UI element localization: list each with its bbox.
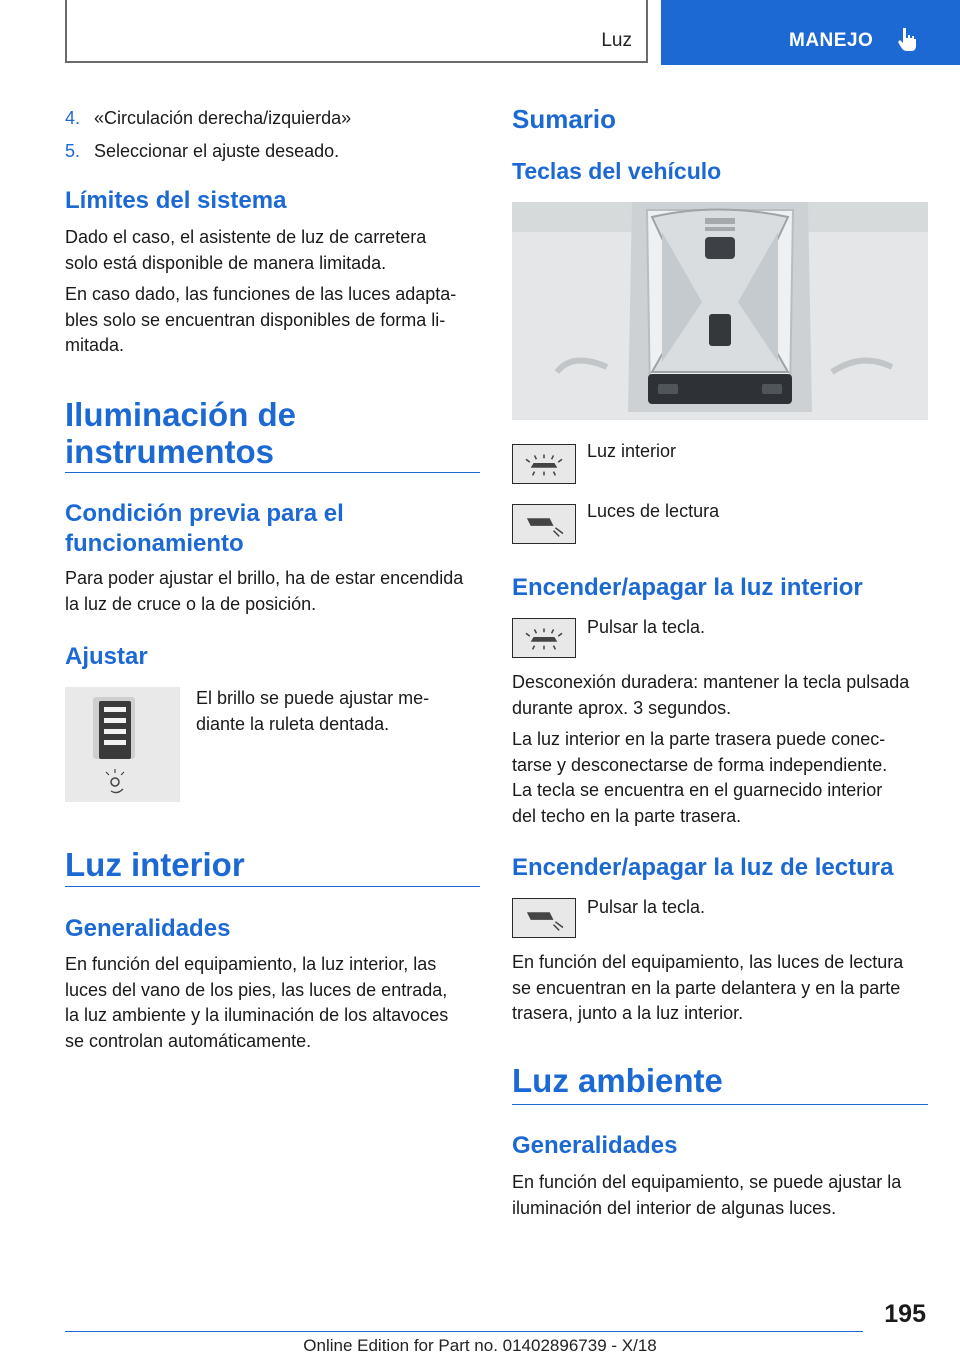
paragraph-ambient: En función del equipamiento, se puede ajustar la iluminación del interior de algunas luces. <box>512 1172 902 1218</box>
step-number: 4. <box>65 108 81 128</box>
paragraph-onoff-interior-2: La luz interior en la parte trasera puede conec‐ tarse y desconectarse de forma independiente. La tecla se encuentra en el guarnecido interior del techo en la parte trasera. <box>512 729 888 826</box>
step-number: 5. <box>65 141 81 161</box>
footer-edition: Online Edition for Part no. 01402896739 - X/18 <box>303 1336 657 1355</box>
reading-light-key-icon <box>512 504 576 544</box>
header-chapter-tab[interactable] <box>661 0 960 65</box>
thumbwheel-image <box>65 687 180 802</box>
paragraph-press-key: Pulsar la tecla. <box>587 617 706 637</box>
paragraph-limits-1: Dado el caso, el asistente de luz de carretera solo está disponible de manera limitada. <box>65 227 427 273</box>
heading-rule <box>65 886 480 887</box>
header-section-title: Luz <box>601 30 632 51</box>
roof-console-image <box>512 202 928 420</box>
step-text: «Circulación derecha/izquierda» <box>94 108 352 128</box>
heading-general: Generalidades <box>65 915 231 942</box>
key-label-reading: Luces de lectura <box>587 501 720 521</box>
paragraph-onoff-reading: En función del equipamiento, las luces de lectura se encuentran en la parte delantera y en la parte trasera, junto a la luz interior. <box>512 952 904 1023</box>
heading-summary: Sumario <box>512 104 617 134</box>
paragraph-limits-2: En caso dado, las funciones de las luces adapta‐ bles solo se encuentran disponibles de forma li‐ mitada. <box>65 284 457 355</box>
paragraph-precondition: Para poder ajustar el brillo, ha de estar encendida la luz de cruce o la de posición. <box>65 568 464 614</box>
heading-onoff-reading: Encender/apagar la luz de lectura <box>512 854 894 881</box>
header-chapter-label: MANEJO <box>789 30 874 51</box>
reading-light-key-icon <box>512 898 576 938</box>
heading-precondition: Condición previa para el funcionamiento <box>65 500 344 557</box>
heading-system-limits: Límites del sistema <box>65 187 287 214</box>
heading-instrument-lighting: Iluminación de instrumentos <box>65 396 297 470</box>
heading-interior-light: Luz interior <box>65 846 245 883</box>
key-label-interior: Luz interior <box>587 441 677 461</box>
paragraph-press-key: Pulsar la tecla. <box>587 897 706 917</box>
page-number: 195 <box>884 1300 926 1328</box>
paragraph-onoff-interior-1: Desconexión duradera: mantener la tecla pulsada durante aprox. 3 segundos. <box>512 672 910 718</box>
interior-light-key-icon <box>512 618 576 658</box>
step-text: Seleccionar el ajuste deseado. <box>94 141 340 161</box>
heading-onoff-interior: Encender/apagar la luz interior <box>512 574 863 601</box>
hand-pointer-icon <box>897 26 919 52</box>
heading-rule <box>512 1104 928 1105</box>
heading-rule <box>65 472 480 473</box>
heading-vehicle-keys: Teclas del vehículo <box>512 158 722 184</box>
heading-adjust: Ajustar <box>65 643 148 670</box>
paragraph-general: En función del equipamiento, la luz interior, las luces del vano de los pies, las luces de entrada, la luz ambiente y la iluminación de los altavoces se controlan automáticamente. <box>65 954 449 1051</box>
header-section-box <box>65 0 648 63</box>
footer-rule <box>65 1331 863 1332</box>
heading-ambient-light: Luz ambiente <box>512 1062 723 1099</box>
paragraph-adjust: El brillo se puede ajustar me‐ diante la ruleta dentada. <box>196 688 430 734</box>
heading-ambient-general: Generalidades <box>512 1132 678 1159</box>
interior-light-key-icon <box>512 444 576 484</box>
